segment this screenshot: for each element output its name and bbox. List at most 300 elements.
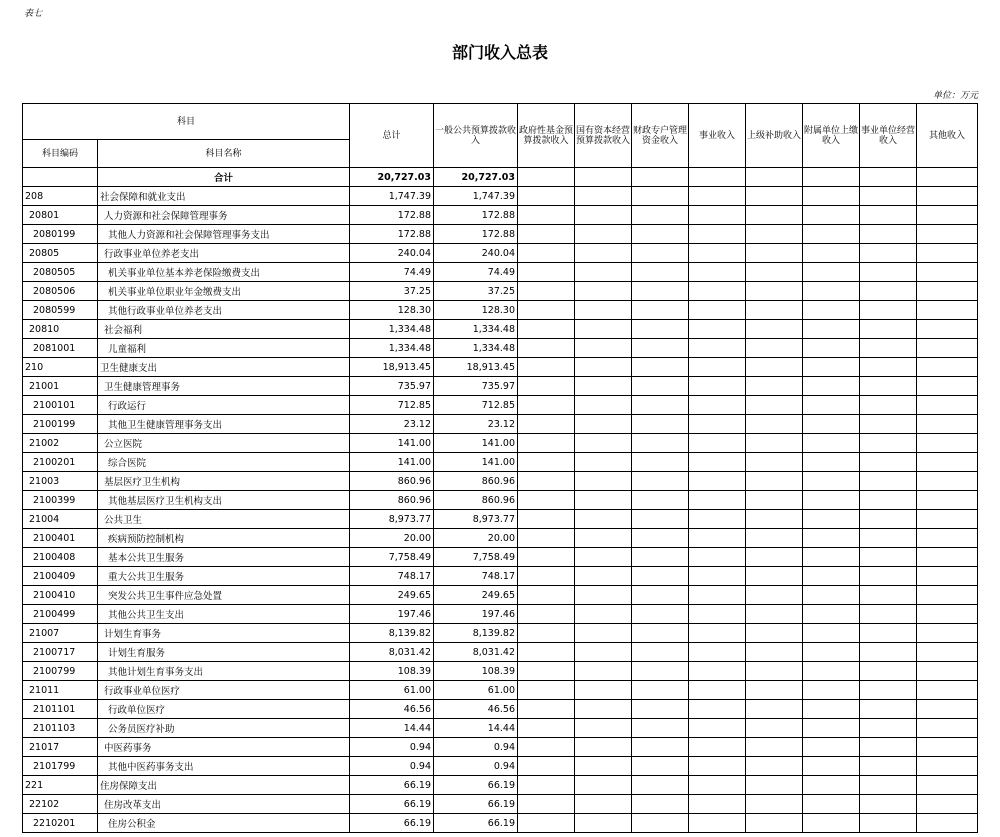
empty-cell bbox=[917, 168, 978, 187]
row-name: 行政事业单位养老支出 bbox=[98, 244, 350, 263]
empty-cell bbox=[575, 548, 632, 567]
empty-cell bbox=[518, 339, 575, 358]
empty-cell bbox=[860, 738, 917, 757]
empty-cell bbox=[746, 320, 803, 339]
table-row bbox=[23, 187, 978, 206]
row-general: 0.94 bbox=[434, 757, 518, 776]
table-row bbox=[23, 757, 978, 776]
row-general: 66.19 bbox=[434, 776, 518, 795]
empty-cell bbox=[860, 776, 917, 795]
table-row bbox=[23, 624, 978, 643]
empty-cell bbox=[689, 206, 746, 225]
row-code: 2101103 bbox=[23, 719, 98, 738]
income-table bbox=[22, 103, 978, 833]
empty-cell bbox=[860, 434, 917, 453]
row-general: 1,334.48 bbox=[434, 320, 518, 339]
empty-cell bbox=[575, 187, 632, 206]
empty-cell bbox=[860, 567, 917, 586]
row-name: 中医药事务 bbox=[98, 738, 350, 757]
header-other: 其他收入 bbox=[917, 104, 978, 168]
empty-cell bbox=[575, 795, 632, 814]
empty-cell bbox=[632, 187, 689, 206]
total-label: 合计 bbox=[98, 168, 350, 187]
empty-cell bbox=[575, 719, 632, 738]
row-code: 21017 bbox=[23, 738, 98, 757]
empty-cell bbox=[860, 757, 917, 776]
table-row bbox=[23, 548, 978, 567]
row-name: 机关事业单位职业年金缴费支出 bbox=[98, 282, 350, 301]
empty-cell bbox=[518, 491, 575, 510]
row-total: 66.19 bbox=[350, 814, 434, 833]
header-total: 总计 bbox=[350, 104, 434, 168]
empty-cell bbox=[632, 814, 689, 833]
row-general: 7,758.49 bbox=[434, 548, 518, 567]
empty-cell bbox=[518, 510, 575, 529]
empty-cell bbox=[632, 795, 689, 814]
empty-cell bbox=[518, 263, 575, 282]
empty-cell bbox=[632, 472, 689, 491]
header-subject: 科目 bbox=[23, 104, 350, 140]
page-title: 部门收入总表 bbox=[451, 43, 548, 62]
empty-cell bbox=[803, 415, 860, 434]
row-name: 其他中医药事务支出 bbox=[98, 757, 350, 776]
empty-cell bbox=[689, 681, 746, 700]
empty-cell bbox=[860, 263, 917, 282]
empty-cell bbox=[746, 339, 803, 358]
row-name: 计划生育服务 bbox=[98, 643, 350, 662]
empty-cell bbox=[575, 757, 632, 776]
empty-cell bbox=[803, 529, 860, 548]
empty-cell bbox=[803, 510, 860, 529]
row-code: 21004 bbox=[23, 510, 98, 529]
empty-cell bbox=[689, 662, 746, 681]
row-general: 197.46 bbox=[434, 605, 518, 624]
empty-cell bbox=[518, 187, 575, 206]
row-general: 0.94 bbox=[434, 738, 518, 757]
empty-cell bbox=[746, 795, 803, 814]
empty-cell bbox=[746, 681, 803, 700]
empty-cell bbox=[860, 681, 917, 700]
empty-cell bbox=[803, 586, 860, 605]
empty-cell bbox=[689, 225, 746, 244]
row-total: 37.25 bbox=[350, 282, 434, 301]
empty-cell bbox=[689, 434, 746, 453]
empty-cell bbox=[860, 320, 917, 339]
row-code: 2100399 bbox=[23, 491, 98, 510]
empty-cell bbox=[746, 472, 803, 491]
row-total: 197.46 bbox=[350, 605, 434, 624]
row-code: 2100101 bbox=[23, 396, 98, 415]
empty-cell bbox=[746, 624, 803, 643]
header-general-budget: 一般公共预算拨款收入 bbox=[434, 104, 518, 168]
empty-cell bbox=[746, 415, 803, 434]
empty-cell bbox=[518, 225, 575, 244]
empty-cell bbox=[860, 415, 917, 434]
empty-cell bbox=[803, 643, 860, 662]
empty-cell bbox=[632, 548, 689, 567]
empty-cell bbox=[803, 700, 860, 719]
row-general: 108.39 bbox=[434, 662, 518, 681]
empty-cell bbox=[632, 491, 689, 510]
row-general: 141.00 bbox=[434, 434, 518, 453]
empty-cell bbox=[860, 662, 917, 681]
empty-cell bbox=[575, 491, 632, 510]
empty-cell bbox=[575, 301, 632, 320]
empty-cell bbox=[917, 377, 978, 396]
empty-cell bbox=[803, 187, 860, 206]
empty-cell bbox=[746, 529, 803, 548]
empty-cell bbox=[917, 339, 978, 358]
row-general: 37.25 bbox=[434, 282, 518, 301]
empty-cell bbox=[689, 263, 746, 282]
empty-cell bbox=[518, 396, 575, 415]
total-row bbox=[23, 168, 978, 187]
empty-cell bbox=[917, 320, 978, 339]
row-general: 61.00 bbox=[434, 681, 518, 700]
empty-cell bbox=[689, 339, 746, 358]
row-general: 18,913.45 bbox=[434, 358, 518, 377]
row-general: 46.56 bbox=[434, 700, 518, 719]
empty-cell bbox=[575, 814, 632, 833]
row-name: 人力资源和社会保障管理事务 bbox=[98, 206, 350, 225]
empty-cell bbox=[575, 586, 632, 605]
empty-cell bbox=[632, 738, 689, 757]
empty-cell bbox=[803, 358, 860, 377]
row-general: 8,973.77 bbox=[434, 510, 518, 529]
row-code: 20801 bbox=[23, 206, 98, 225]
row-general: 20.00 bbox=[434, 529, 518, 548]
empty-cell bbox=[860, 529, 917, 548]
empty-cell bbox=[860, 282, 917, 301]
row-code: 2100401 bbox=[23, 529, 98, 548]
empty-cell bbox=[746, 643, 803, 662]
empty-cell bbox=[746, 377, 803, 396]
table-row bbox=[23, 339, 978, 358]
row-total: 1,334.48 bbox=[350, 339, 434, 358]
table-row bbox=[23, 396, 978, 415]
empty-cell bbox=[860, 453, 917, 472]
table-row bbox=[23, 662, 978, 681]
empty-cell bbox=[632, 320, 689, 339]
empty-cell bbox=[803, 206, 860, 225]
row-total: 748.17 bbox=[350, 567, 434, 586]
row-total: 8,139.82 bbox=[350, 624, 434, 643]
row-general: 172.88 bbox=[434, 225, 518, 244]
row-name: 其他公共卫生支出 bbox=[98, 605, 350, 624]
row-general: 249.65 bbox=[434, 586, 518, 605]
table-row bbox=[23, 795, 978, 814]
empty-cell bbox=[575, 415, 632, 434]
row-general: 1,334.48 bbox=[434, 339, 518, 358]
empty-cell bbox=[575, 434, 632, 453]
table-row bbox=[23, 320, 978, 339]
row-name: 机关事业单位基本养老保险缴费支出 bbox=[98, 263, 350, 282]
empty-cell bbox=[917, 586, 978, 605]
empty-cell bbox=[689, 377, 746, 396]
empty-cell bbox=[917, 263, 978, 282]
empty-cell bbox=[803, 168, 860, 187]
empty-cell bbox=[689, 700, 746, 719]
empty-cell bbox=[746, 301, 803, 320]
empty-cell bbox=[518, 548, 575, 567]
row-name: 突发公共卫生事件应急处置 bbox=[98, 586, 350, 605]
empty-cell bbox=[575, 662, 632, 681]
empty-cell bbox=[632, 624, 689, 643]
table-row bbox=[23, 719, 978, 738]
empty-cell bbox=[803, 244, 860, 263]
row-code: 21011 bbox=[23, 681, 98, 700]
empty-cell bbox=[575, 282, 632, 301]
row-name: 社会福利 bbox=[98, 320, 350, 339]
header-code: 科目编码 bbox=[23, 140, 98, 168]
empty-cell bbox=[689, 301, 746, 320]
row-code: 2100799 bbox=[23, 662, 98, 681]
table-row bbox=[23, 529, 978, 548]
empty-cell bbox=[689, 757, 746, 776]
row-name: 其他基层医疗卫生机构支出 bbox=[98, 491, 350, 510]
empty-cell bbox=[746, 263, 803, 282]
empty-cell bbox=[632, 244, 689, 263]
empty-cell bbox=[689, 738, 746, 757]
table-row bbox=[23, 472, 978, 491]
empty-cell bbox=[632, 453, 689, 472]
empty-cell bbox=[518, 795, 575, 814]
row-total: 18,913.45 bbox=[350, 358, 434, 377]
empty-cell bbox=[917, 206, 978, 225]
empty-cell bbox=[860, 700, 917, 719]
empty-cell bbox=[518, 472, 575, 491]
empty-cell bbox=[803, 434, 860, 453]
empty-cell bbox=[917, 700, 978, 719]
row-general: 14.44 bbox=[434, 719, 518, 738]
empty-cell bbox=[689, 168, 746, 187]
empty-cell bbox=[575, 320, 632, 339]
row-total: 712.85 bbox=[350, 396, 434, 415]
empty-cell bbox=[917, 814, 978, 833]
empty-cell bbox=[917, 415, 978, 434]
empty-cell bbox=[689, 586, 746, 605]
empty-cell bbox=[917, 548, 978, 567]
empty-cell bbox=[803, 491, 860, 510]
row-name: 重大公共卫生服务 bbox=[98, 567, 350, 586]
header-state-capital: 国有资本经营预算拨款收入 bbox=[575, 104, 632, 168]
row-code: 2080199 bbox=[23, 225, 98, 244]
row-name: 住房公积金 bbox=[98, 814, 350, 833]
empty-cell bbox=[746, 282, 803, 301]
table-row bbox=[23, 605, 978, 624]
empty-cell bbox=[860, 605, 917, 624]
empty-cell bbox=[575, 605, 632, 624]
row-general: 66.19 bbox=[434, 795, 518, 814]
empty-cell bbox=[689, 548, 746, 567]
empty-cell bbox=[575, 700, 632, 719]
row-code: 221 bbox=[23, 776, 98, 795]
row-general: 74.49 bbox=[434, 263, 518, 282]
empty-cell bbox=[860, 168, 917, 187]
row-total: 1,747.39 bbox=[350, 187, 434, 206]
empty-cell bbox=[917, 757, 978, 776]
table-row bbox=[23, 491, 978, 510]
empty-cell bbox=[632, 662, 689, 681]
empty-cell bbox=[803, 605, 860, 624]
row-code: 2210201 bbox=[23, 814, 98, 833]
empty-cell bbox=[746, 491, 803, 510]
empty-cell bbox=[632, 282, 689, 301]
empty-cell bbox=[860, 339, 917, 358]
empty-cell bbox=[803, 396, 860, 415]
table-row bbox=[23, 206, 978, 225]
row-total: 14.44 bbox=[350, 719, 434, 738]
row-name: 其他行政事业单位养老支出 bbox=[98, 301, 350, 320]
empty-cell bbox=[518, 529, 575, 548]
empty-cell bbox=[746, 168, 803, 187]
row-code: 208 bbox=[23, 187, 98, 206]
empty-cell bbox=[689, 453, 746, 472]
empty-cell bbox=[803, 795, 860, 814]
empty-cell bbox=[917, 529, 978, 548]
row-general: 66.19 bbox=[434, 814, 518, 833]
row-name: 公务员医疗补助 bbox=[98, 719, 350, 738]
row-code: 2100201 bbox=[23, 453, 98, 472]
empty-cell bbox=[746, 206, 803, 225]
empty-cell bbox=[689, 415, 746, 434]
empty-cell bbox=[632, 206, 689, 225]
row-name: 公立医院 bbox=[98, 434, 350, 453]
empty-cell bbox=[689, 244, 746, 263]
empty-cell bbox=[803, 738, 860, 757]
row-total: 172.88 bbox=[350, 206, 434, 225]
empty-cell bbox=[860, 510, 917, 529]
row-code: 2101799 bbox=[23, 757, 98, 776]
table-row bbox=[23, 586, 978, 605]
empty-cell bbox=[917, 491, 978, 510]
empty-cell bbox=[632, 510, 689, 529]
empty-cell bbox=[803, 377, 860, 396]
row-code: 22102 bbox=[23, 795, 98, 814]
row-general: 860.96 bbox=[434, 472, 518, 491]
row-total: 735.97 bbox=[350, 377, 434, 396]
empty-cell bbox=[575, 453, 632, 472]
empty-cell bbox=[917, 776, 978, 795]
row-name: 社会保障和就业支出 bbox=[98, 187, 350, 206]
row-general: 735.97 bbox=[434, 377, 518, 396]
empty-cell bbox=[518, 358, 575, 377]
empty-cell bbox=[860, 624, 917, 643]
empty-cell bbox=[689, 719, 746, 738]
empty-cell bbox=[518, 453, 575, 472]
empty-cell bbox=[917, 567, 978, 586]
empty-cell bbox=[917, 358, 978, 377]
row-general: 1,747.39 bbox=[434, 187, 518, 206]
row-total: 20.00 bbox=[350, 529, 434, 548]
empty-cell bbox=[746, 700, 803, 719]
empty-cell bbox=[917, 624, 978, 643]
empty-cell bbox=[746, 358, 803, 377]
row-code: 2080506 bbox=[23, 282, 98, 301]
empty-cell bbox=[746, 662, 803, 681]
empty-cell bbox=[917, 662, 978, 681]
empty-cell bbox=[518, 206, 575, 225]
empty-cell bbox=[860, 187, 917, 206]
row-name: 行政事业单位医疗 bbox=[98, 681, 350, 700]
empty-cell bbox=[518, 586, 575, 605]
table-row bbox=[23, 700, 978, 719]
empty-cell bbox=[575, 244, 632, 263]
row-code: 2100408 bbox=[23, 548, 98, 567]
empty-cell bbox=[689, 776, 746, 795]
empty-cell bbox=[632, 700, 689, 719]
empty-cell bbox=[518, 434, 575, 453]
header-business: 事业收入 bbox=[689, 104, 746, 168]
header-fiscal-special: 财政专户管理资金收入 bbox=[632, 104, 689, 168]
empty-cell bbox=[803, 225, 860, 244]
row-general: 240.04 bbox=[434, 244, 518, 263]
row-name: 卫生健康支出 bbox=[98, 358, 350, 377]
empty-cell bbox=[575, 377, 632, 396]
empty-cell bbox=[632, 396, 689, 415]
empty-cell bbox=[803, 681, 860, 700]
total-general: 20,727.03 bbox=[434, 168, 518, 187]
empty-cell bbox=[917, 396, 978, 415]
row-total: 66.19 bbox=[350, 776, 434, 795]
empty-cell bbox=[860, 377, 917, 396]
empty-cell bbox=[803, 814, 860, 833]
row-code: 2081001 bbox=[23, 339, 98, 358]
table-number: 表七 bbox=[24, 9, 43, 19]
empty-cell bbox=[746, 738, 803, 757]
empty-cell bbox=[575, 358, 632, 377]
empty-cell bbox=[860, 719, 917, 738]
empty-cell bbox=[803, 263, 860, 282]
empty-cell bbox=[860, 301, 917, 320]
empty-cell bbox=[917, 187, 978, 206]
empty-cell bbox=[575, 681, 632, 700]
empty-cell bbox=[689, 795, 746, 814]
table-row bbox=[23, 434, 978, 453]
row-code: 210 bbox=[23, 358, 98, 377]
row-total: 74.49 bbox=[350, 263, 434, 282]
empty-cell bbox=[632, 586, 689, 605]
empty-cell bbox=[917, 225, 978, 244]
table-row bbox=[23, 453, 978, 472]
empty-cell bbox=[746, 605, 803, 624]
empty-cell bbox=[746, 814, 803, 833]
empty-cell bbox=[518, 681, 575, 700]
row-name: 住房改革支出 bbox=[98, 795, 350, 814]
empty-cell bbox=[917, 738, 978, 757]
table-row bbox=[23, 263, 978, 282]
row-total: 860.96 bbox=[350, 491, 434, 510]
row-code: 21003 bbox=[23, 472, 98, 491]
empty-cell bbox=[917, 301, 978, 320]
empty-cell bbox=[518, 757, 575, 776]
empty-cell bbox=[803, 662, 860, 681]
empty-cell bbox=[803, 301, 860, 320]
empty-cell bbox=[803, 757, 860, 776]
table-row bbox=[23, 738, 978, 757]
table-row bbox=[23, 358, 978, 377]
empty-cell bbox=[575, 510, 632, 529]
row-code: 2100410 bbox=[23, 586, 98, 605]
row-name: 疾病预防控制机构 bbox=[98, 529, 350, 548]
table-row bbox=[23, 643, 978, 662]
empty-cell bbox=[689, 472, 746, 491]
empty-cell bbox=[746, 510, 803, 529]
empty-cell bbox=[518, 738, 575, 757]
empty-cell bbox=[917, 510, 978, 529]
empty-cell bbox=[575, 206, 632, 225]
empty-cell bbox=[803, 453, 860, 472]
